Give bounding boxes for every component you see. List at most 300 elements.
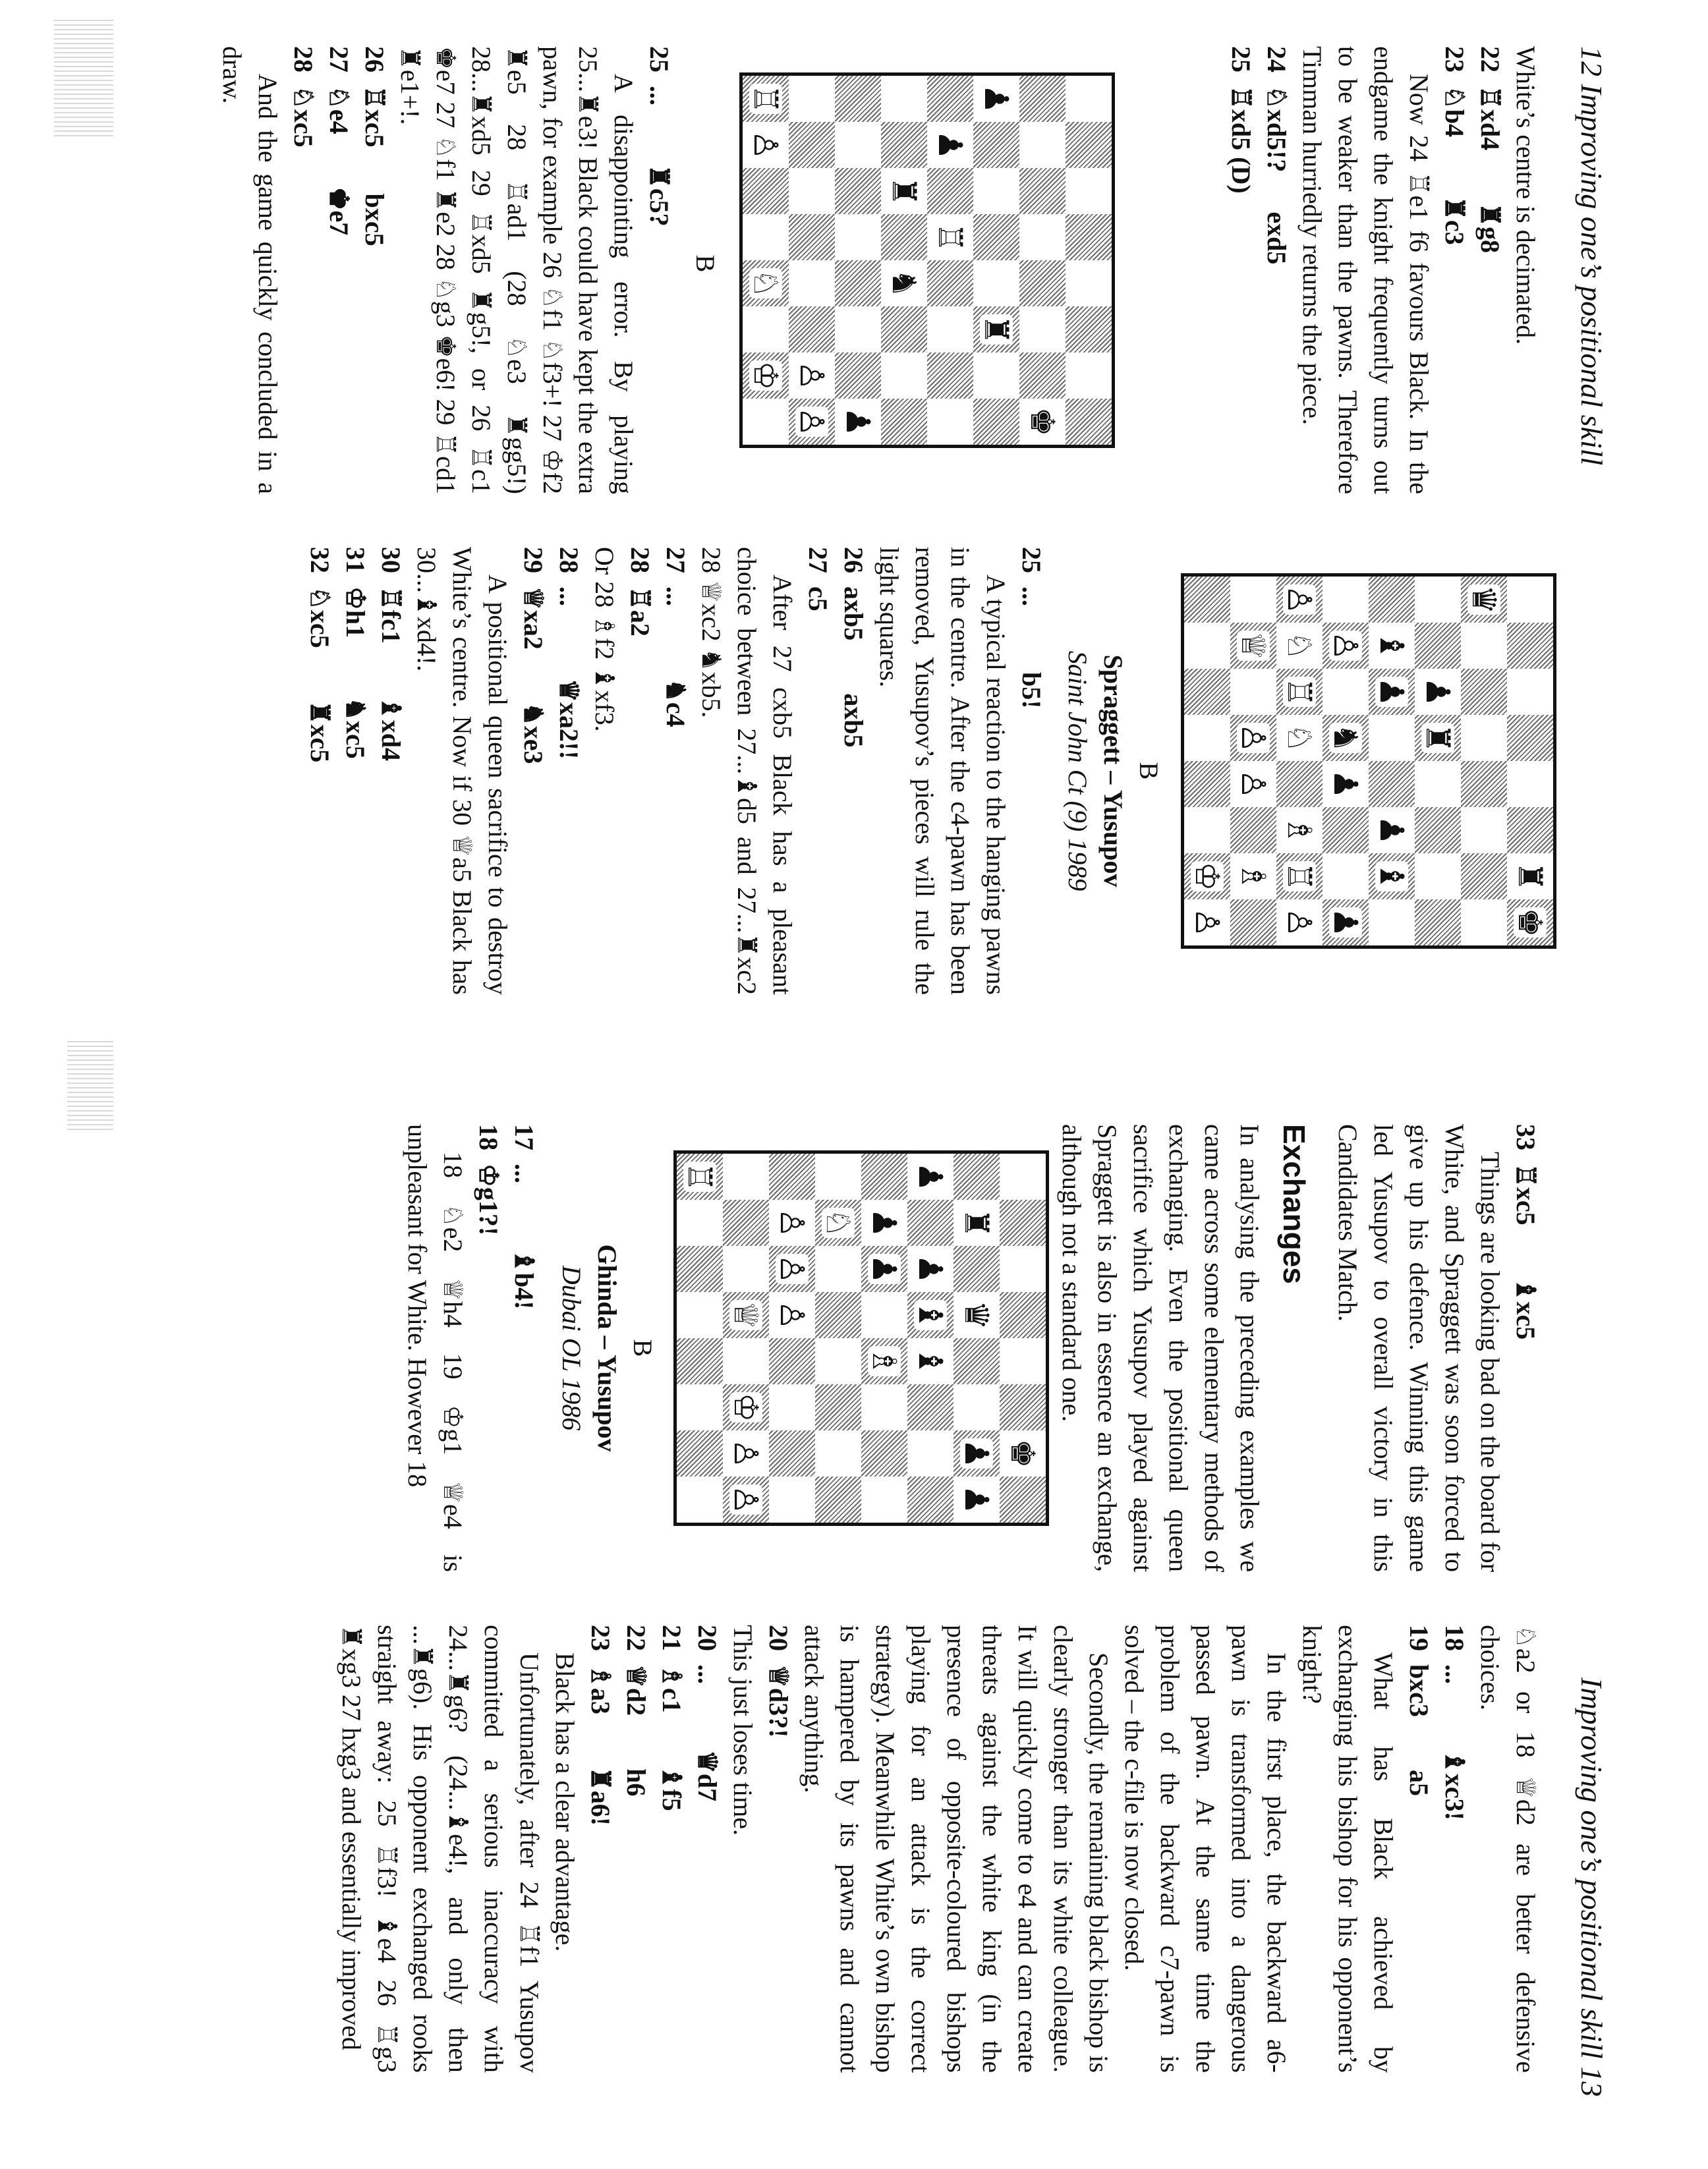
right-column-2 (333, 1625, 1543, 2073)
board-square (973, 352, 1019, 399)
page-header-right: Improving one’s positional skill 13 (1575, 1677, 1608, 2097)
chess-piece: ♟ (865, 1208, 903, 1238)
board-square (769, 1292, 815, 1338)
game-2-event: Saint John Ct (9) 1989 (1063, 650, 1093, 891)
board-square (954, 1246, 1000, 1292)
move-line: 32 ♘xc5 ♜xc5 (305, 547, 335, 763)
board-square (881, 399, 927, 445)
move-line: 28 ♖a2 (625, 547, 655, 636)
chess-piece: ♕ (1234, 631, 1272, 661)
text-paragraph: A disappointing error. By playing 25...♜e3! Black could have kept the extra pawn, for example 26 ♘f1 ♘f3+! 27 ♔f2 ♜e5 28 ♖ad1 (28 ♘e3 ♜gg5!) 28...♜xd5 29 ♖xd5 ♜g5!, or 26 ♖c1 ♚e7 27 ♘f1 ♜e2 28 ♘g3 ♚e6! 29 ♖cd1 ♜e1+!. (395, 46, 639, 494)
board-square (1276, 899, 1323, 945)
board-square (1323, 853, 1369, 899)
board-square (1369, 715, 1415, 761)
chess-piece: ♗ (865, 1346, 903, 1376)
diagram-3-caption: B (628, 1339, 658, 1357)
chess-piece: ♟ (839, 407, 877, 437)
board-square (1066, 168, 1112, 214)
board-square (815, 1200, 861, 1246)
right-column-1-bottom (399, 1124, 542, 1572)
board-square (1000, 1477, 1046, 1523)
game-3-title: Ghinda – Yusupov (592, 1244, 622, 1452)
board-square (1276, 853, 1323, 899)
board-square (881, 214, 927, 260)
chess-piece: ♟ (1326, 769, 1365, 799)
board-square (881, 76, 927, 122)
board-square (789, 76, 835, 122)
board-square (1415, 761, 1461, 807)
board-square (1461, 715, 1507, 761)
board-square (1066, 214, 1112, 260)
board-square (789, 122, 835, 168)
board-square (1507, 761, 1553, 807)
text-paragraph: Things are looking bad on the board for White, and Spraggett was soon forced to give up his defence. Winning this game led Yusupov to overall victory in this Candidates Match. (1333, 1124, 1505, 1572)
chess-piece: ♙ (773, 1208, 811, 1238)
chess-piece: ♙ (793, 360, 831, 391)
chess-piece: ♚ (1023, 407, 1062, 437)
board-square (677, 1246, 723, 1292)
diagram-2-caption: B (1134, 762, 1164, 780)
board-square (1066, 122, 1112, 168)
section-heading-exchanges: Exchanges (1277, 1124, 1311, 1284)
board-square (677, 1200, 723, 1246)
board-square (1415, 853, 1461, 899)
chess-piece: ♛ (1465, 584, 1503, 615)
board-square (1230, 623, 1276, 669)
board-square (1184, 715, 1230, 761)
board-square (789, 306, 835, 352)
board-square (973, 306, 1019, 352)
text-paragraph: This just loses time. (728, 1625, 758, 1836)
board-square (677, 1384, 723, 1430)
board-square (1507, 715, 1553, 761)
chess-piece: ♙ (773, 1300, 811, 1330)
text-paragraph: Or 28 ♗f2 ♝xf3. (590, 547, 619, 732)
board-square (927, 399, 973, 445)
move-line: 30 ♖fc1 ♝xd4 (376, 547, 406, 762)
board-square (861, 1477, 907, 1523)
board-square (723, 1430, 769, 1477)
chess-piece: ♖ (747, 84, 785, 114)
game-2-title: Spraggett – Yusupov (1098, 654, 1128, 887)
board-square (743, 260, 789, 306)
board-square (1323, 577, 1369, 623)
board-square (927, 306, 973, 352)
move-line: 27 c5 (803, 547, 833, 611)
chess-piece: ♚ (1511, 907, 1549, 938)
board-square (927, 260, 973, 306)
board-square (677, 1477, 723, 1523)
board-square (789, 399, 835, 445)
move-line: 33 ♖xc5 ♝xc5 (1511, 1124, 1541, 1340)
chess-piece: ♟ (1373, 677, 1411, 707)
board-square (815, 1338, 861, 1384)
board-square (907, 1338, 954, 1384)
chess-piece: ♟ (977, 84, 1015, 114)
board-square (861, 1430, 907, 1477)
board-square (973, 76, 1019, 122)
board-square (1184, 669, 1230, 715)
chess-piece: ♙ (793, 407, 831, 437)
board-square (881, 168, 927, 214)
board-square (1276, 807, 1323, 853)
board-square (1000, 1246, 1046, 1292)
chess-piece: ♞ (1326, 723, 1365, 753)
board-square (1415, 899, 1461, 945)
board-square (907, 1477, 954, 1523)
board-square (1000, 1200, 1046, 1246)
board-square (769, 1338, 815, 1384)
board-square (1000, 1338, 1046, 1384)
board-square (815, 1477, 861, 1523)
board-square (861, 1292, 907, 1338)
board-square (1066, 352, 1112, 399)
chess-piece: ♟ (1373, 815, 1411, 845)
chess-piece: ♔ (747, 360, 785, 391)
board-square (1276, 715, 1323, 761)
chess-piece: ♟ (931, 130, 969, 160)
board-square (927, 122, 973, 168)
board-square (861, 1246, 907, 1292)
move-line: 22 ♖xd4 ♜g8 (1475, 46, 1505, 253)
board-square (1323, 807, 1369, 853)
move-line: 18 ... ♝xc3! (1440, 1625, 1469, 1820)
board-square (1230, 577, 1276, 623)
board-square (677, 1154, 723, 1200)
move-line: 25 ... ♜c5? (644, 46, 674, 227)
board-square (1369, 899, 1415, 945)
board-square (1019, 352, 1066, 399)
text-paragraph: White’s centre is decimated. (1511, 46, 1541, 345)
chess-diagram-3 (673, 1150, 1049, 1526)
board-square (1019, 260, 1066, 306)
board-square (954, 1384, 1000, 1430)
chess-piece: ♟ (1326, 907, 1365, 938)
move-line: 23 ♘b4 ♜c3 (1440, 46, 1469, 245)
board-square (927, 76, 973, 122)
chess-diagram-1 (739, 72, 1115, 448)
text-paragraph: What has Black achieved by exchanging his bishop for his opponent’s knight? (1297, 1625, 1398, 2073)
chess-piece: ♟ (957, 1484, 996, 1515)
board-square (907, 1430, 954, 1477)
board-square (881, 352, 927, 399)
board-square (769, 1246, 815, 1292)
chess-piece: ♙ (1280, 907, 1319, 938)
board-square (1184, 807, 1230, 853)
board-square (927, 214, 973, 260)
board-square (1276, 669, 1323, 715)
board-square (835, 122, 881, 168)
board-square (861, 1338, 907, 1384)
text-paragraph: Now 24 ♖e1 f6 favours Black. In the endgame the knight frequently turns out to be weaker than the pawns. Therefore Timman hurriedly returns the piece. (1297, 46, 1434, 494)
board-square (743, 306, 789, 352)
chess-piece: ♙ (1234, 723, 1272, 753)
chess-piece: ♙ (1188, 907, 1226, 938)
board-square (881, 260, 927, 306)
chess-piece: ♟ (957, 1438, 996, 1469)
scan-speckle-gutter (67, 1041, 113, 1133)
board-square (815, 1246, 861, 1292)
chess-piece: ♟ (1419, 677, 1457, 707)
board-square (1230, 761, 1276, 807)
board-square (723, 1384, 769, 1430)
board-square (1507, 577, 1553, 623)
board-square (1369, 761, 1415, 807)
board-square (1276, 761, 1323, 807)
chess-piece: ♖ (681, 1162, 719, 1192)
board-square (881, 122, 927, 168)
move-line: 27 ... ♞c4 (661, 547, 691, 727)
board-square (1184, 623, 1230, 669)
chess-piece: ♘ (747, 268, 785, 298)
board-square (1184, 761, 1230, 807)
board-square (1019, 168, 1066, 214)
chess-piece: ♙ (1280, 584, 1319, 615)
chess-piece: ♞ (885, 268, 923, 298)
board-square (1507, 807, 1553, 853)
board-square (1230, 853, 1276, 899)
chess-piece: ♙ (727, 1438, 765, 1469)
board-square (1066, 260, 1112, 306)
chess-piece: ♜ (1511, 861, 1549, 891)
board-square (973, 122, 1019, 168)
move-line: 28 ♘xc5 (289, 46, 318, 148)
board-square (1415, 623, 1461, 669)
board-square (723, 1477, 769, 1523)
board-square (973, 168, 1019, 214)
board-square (1369, 669, 1415, 715)
board-square (789, 352, 835, 399)
board-square (769, 1384, 815, 1430)
chess-piece: ♝ (911, 1300, 950, 1330)
chess-piece: ♜ (885, 176, 923, 206)
chess-piece: ♔ (1188, 861, 1226, 891)
board-square (1019, 76, 1066, 122)
page-header-left: 12 Improving one’s positional skill (1575, 46, 1608, 466)
move-line: 31 ♔h1 ♞xc5 (341, 547, 370, 759)
board-square (1461, 899, 1507, 945)
chess-piece: ♙ (727, 1484, 765, 1515)
text-paragraph: A positional queen sacrifice to destroy White’s centre. Now if 30 ♕a5 Black has 30...♝xd4!. (412, 547, 513, 995)
board-square (1369, 577, 1415, 623)
board-square (815, 1292, 861, 1338)
chess-piece: ♜ (977, 314, 1015, 345)
board-square (954, 1338, 1000, 1384)
move-line: 27 ♘e4 ♚e7 (324, 46, 354, 236)
move-line: 21 ♗c1 ♝f5 (657, 1625, 687, 1811)
board-square (1323, 899, 1369, 945)
board-square (907, 1246, 954, 1292)
chess-piece: ♗ (1280, 815, 1319, 845)
board-square (743, 122, 789, 168)
board-square (907, 1292, 954, 1338)
board-square (1276, 623, 1323, 669)
move-line: 19 bxc3 a5 (1404, 1625, 1434, 1796)
chess-piece: ♙ (1234, 769, 1272, 799)
board-square (954, 1477, 1000, 1523)
move-line: 29 ♕xa2 ♞xe3 (519, 547, 548, 764)
left-page (0, 0, 1708, 1084)
board-square (1000, 1154, 1046, 1200)
board-square (789, 168, 835, 214)
diagram-1-caption: B (691, 254, 720, 273)
board-square (1184, 577, 1230, 623)
board-square (835, 260, 881, 306)
chess-piece: ♘ (819, 1208, 857, 1238)
board-square (973, 399, 1019, 445)
left-column-1-bottom (214, 46, 677, 494)
move-line: 17 ... ♝b4! (509, 1124, 539, 1310)
board-square (723, 1246, 769, 1292)
chess-piece: ♘ (1280, 723, 1319, 753)
board-square (1066, 399, 1112, 445)
board-square (1507, 669, 1553, 715)
chess-piece: ♖ (1280, 677, 1319, 707)
chess-piece: ♗ (1234, 861, 1272, 891)
move-line: 18 ♔g1?! (474, 1124, 503, 1236)
board-square (1019, 122, 1066, 168)
chess-piece: ♚ (1004, 1438, 1042, 1469)
board-square (1461, 761, 1507, 807)
text-paragraph: Unfortunately, after 24 ♖f1 Yusupov committed a serious inaccuracy with 24...♜g6? (24...♝e4!, and only then ...♜g6). His opponent exchanged rooks straight away: 25 ♖f3! ♝e4 26 ♖g3 ♜xg3 27 hxg3 and essentially improved (337, 1625, 544, 2073)
board-square (835, 306, 881, 352)
board-square (769, 1154, 815, 1200)
board-square (677, 1430, 723, 1477)
chess-piece: ♜ (957, 1208, 996, 1238)
board-square (1415, 669, 1461, 715)
board-square (1000, 1292, 1046, 1338)
chess-piece: ♝ (1373, 861, 1411, 891)
board-square (1415, 715, 1461, 761)
text-paragraph: Black has a clear advantage. (550, 1652, 580, 1952)
chess-piece: ♟ (911, 1254, 950, 1284)
text-paragraph: In the first place, the backward a6-pawn is transformed into a dangerous passed pawn. At the same time the problem of the backward c7-pawn is solved – the c-file is now closed. (1120, 1625, 1292, 2073)
scan-speckle-left (54, 20, 113, 138)
board-square (835, 399, 881, 445)
board-square (723, 1200, 769, 1246)
board-square (1323, 715, 1369, 761)
board-square (743, 399, 789, 445)
board-square (835, 168, 881, 214)
text-paragraph: A typical reaction to the hanging pawns in the centre. After the c4-pawn has been removed, Yusupov’s pieces will rule the light squares. (874, 547, 1011, 995)
board-square (907, 1200, 954, 1246)
board-square (1461, 807, 1507, 853)
chess-piece: ♖ (931, 222, 969, 252)
chess-piece: ♕ (727, 1300, 765, 1330)
left-column-1-top (1223, 46, 1543, 494)
board-square (1461, 577, 1507, 623)
board-square (861, 1154, 907, 1200)
chess-piece: ♝ (911, 1346, 950, 1376)
board-square (743, 352, 789, 399)
move-line: 22 ♕d2 h6 (621, 1625, 651, 1797)
board-square (1507, 623, 1553, 669)
board-square (723, 1338, 769, 1384)
board-square (1461, 669, 1507, 715)
board-square (927, 168, 973, 214)
board-square (743, 214, 789, 260)
move-line: 23 ♗a3 ♜a6! (586, 1625, 615, 1826)
board-square (954, 1154, 1000, 1200)
left-column-2-bottom (302, 547, 1049, 995)
text-paragraph: 18 ♘e2 ♕h4 19 ♔g1 ♕e4 is unpleasant for White. However 18 (403, 1124, 468, 1572)
chess-piece: ♟ (911, 1162, 950, 1192)
board-square (835, 214, 881, 260)
chess-diagram-2 (1181, 573, 1556, 949)
board-square (1461, 623, 1507, 669)
board-square (1507, 853, 1553, 899)
right-column-1-top (1330, 1124, 1543, 1572)
move-line: 24 ♘xd5!? exd5 (1262, 46, 1292, 265)
board-square (769, 1477, 815, 1523)
chess-piece: ♙ (747, 130, 785, 160)
board-square (1184, 853, 1230, 899)
chess-piece: ♜ (1419, 723, 1457, 753)
board-square (1323, 761, 1369, 807)
chess-piece: ♛ (957, 1300, 996, 1330)
chess-piece: ♖ (1280, 861, 1319, 891)
text-paragraph: After 27 cxb5 Black has a pleasant choice between 27...♝d5 and 27...♜xc2 28 ♕xc2 ♞xb5. (697, 547, 797, 995)
board-square (1230, 899, 1276, 945)
move-line: 28 ... ♛xa2!! (554, 547, 584, 760)
chess-piece: ♙ (1326, 631, 1365, 661)
game-3-event: Dubai OL 1986 (557, 1265, 586, 1431)
board-square (1184, 899, 1230, 945)
board-square (835, 352, 881, 399)
board-square (907, 1384, 954, 1430)
board-square (677, 1292, 723, 1338)
board-square (815, 1384, 861, 1430)
move-line: 20 ♕d3?! (764, 1625, 793, 1738)
board-square (769, 1430, 815, 1477)
board-square (973, 260, 1019, 306)
move-line: 25 ♖xd5 (D) (1226, 46, 1256, 194)
board-square (1369, 853, 1415, 899)
move-line: 26 ♖xc5 bxc5 (360, 46, 389, 246)
board-square (1369, 623, 1415, 669)
board-square (1066, 76, 1112, 122)
text-paragraph: Secondly, the remaining black bishop is clearly stronger than its white colleague. It will quickly come to e4 and can create threats against the white king (in the presence of opposite-coloured bishops playing for an attack is the correct strategy). Meanwhile White’s own bishop is hampered by its pawns and cannot attack anything. (799, 1625, 1114, 2073)
board-square (954, 1292, 1000, 1338)
board-square (954, 1200, 1000, 1246)
exchanges-section (1054, 1124, 1329, 1572)
board-square (881, 306, 927, 352)
board-square (861, 1384, 907, 1430)
board-square (907, 1154, 954, 1200)
board-square (743, 168, 789, 214)
board-square (1507, 899, 1553, 945)
chess-piece: ♙ (773, 1254, 811, 1284)
board-square (1000, 1384, 1046, 1430)
move-line: 26 axb5 axb5 (839, 547, 868, 748)
board-square (1461, 853, 1507, 899)
board-square (1019, 399, 1066, 445)
board-square (1415, 577, 1461, 623)
board-square (815, 1154, 861, 1200)
exchanges-paragraph: In analysing the preceding examples we came across some elementary methods of exchanging. Even the positional queen sacrifice which Yusupov played against Spraggett is also in essence an exchange, although not a standard one. (1057, 1124, 1265, 1572)
board-square (815, 1430, 861, 1477)
chess-piece: ♝ (1373, 631, 1411, 661)
board-square (1230, 715, 1276, 761)
board-square (927, 352, 973, 399)
board-square (1066, 306, 1112, 352)
board-square (1415, 807, 1461, 853)
board-square (954, 1430, 1000, 1477)
board-square (723, 1292, 769, 1338)
chess-piece: ♟ (865, 1254, 903, 1284)
board-square (723, 1154, 769, 1200)
text-paragraph: And the game quickly concluded in a draw. (217, 46, 283, 494)
